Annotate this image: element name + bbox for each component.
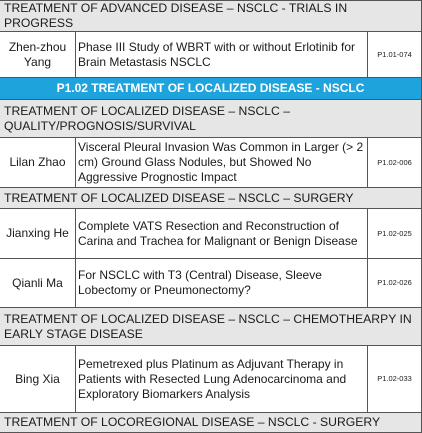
author-name: Qianli Ma (0, 259, 76, 308)
abstract-title: Pemetrexed plus Platinum as Adjuvant Therapy in Patients with Resected Lung Adenocarcinoma and Exploratory Biomarkers Analysis (76, 346, 368, 413)
section-heading: TREATMENT OF ADVANCED DISEASE – NSCLC - TRIALS IN PROGRESS (0, 1, 422, 32)
section-heading: TREATMENT OF LOCOREGIONAL DISEASE – NSCLC - SURGERY (0, 413, 422, 433)
abstract-code: P1.01-074 (368, 32, 422, 78)
author-name: Lilan Zhao (0, 138, 76, 188)
section-heading: TREATMENT OF LOCALIZED DISEASE – NSCLC – QUALITY/PROGNOSIS/SURVIVAL (0, 100, 422, 138)
section-heading: TREATMENT OF LOCALIZED DISEASE – NSCLC – CHEMOTHEARPY IN EARLY STAGE DISEASE (0, 308, 422, 346)
session-header-row (0, 78, 422, 100)
abstract-row (0, 209, 422, 259)
section-heading: TREATMENT OF LOCALIZED DISEASE – NSCLC – SURGERY (0, 188, 422, 209)
author-name: Zhen-zhou Yang (0, 32, 76, 78)
abstract-code: P1.02-026 (368, 259, 422, 308)
author-name: Jianxing He (0, 209, 76, 259)
session-header: P1.02 TREATMENT OF LOCALIZED DISEASE - NSCLC (0, 78, 422, 100)
section-row (0, 100, 422, 138)
abstract-code: P1.02-006 (368, 138, 422, 188)
abstract-title: Complete VATS Resection and Reconstruction of Carina and Trachea for Malignant or Benign Disease (76, 209, 368, 259)
section-row (0, 1, 422, 32)
author-name: Bing Xia (0, 346, 76, 413)
abstract-code: P1.02-025 (368, 209, 422, 259)
abstract-title: Visceral Pleural Invasion Was Common in Larger (> 2 cm) Ground Glass Nodules, but Showed No Aggressive Prognostic Impact (76, 138, 368, 188)
abstract-row (0, 138, 422, 188)
abstract-title: For NSCLC with T3 (Central) Disease, Sleeve Lobectomy or Pneumonectomy? (76, 259, 368, 308)
section-row (0, 413, 422, 433)
section-row (0, 308, 422, 346)
abstract-title: Phase III Study of WBRT with or without Erlotinib for Brain Metastasis NSCLC (76, 32, 368, 78)
abstract-code: P1.02-033 (368, 346, 422, 413)
section-row (0, 188, 422, 209)
abstract-row (0, 32, 422, 78)
abstract-row (0, 259, 422, 308)
abstract-row (0, 346, 422, 413)
